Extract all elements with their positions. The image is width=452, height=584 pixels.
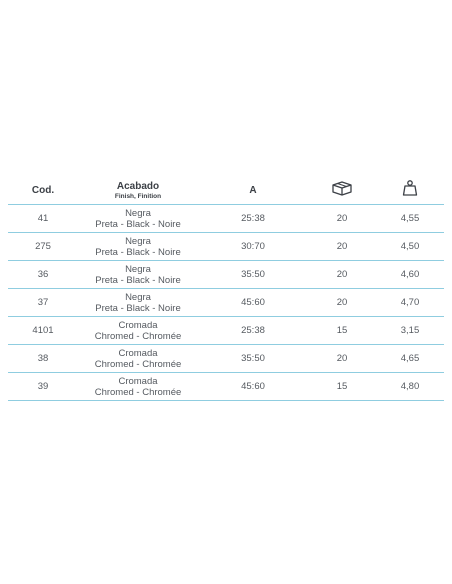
cell-finish-translations: Preta - Black - Noire	[95, 274, 181, 286]
cell-a: 25:38	[241, 325, 265, 336]
header-a: A	[249, 184, 257, 196]
header-cod: Cod.	[31, 184, 55, 196]
header-box	[308, 180, 376, 201]
cell-weight: 4,65	[400, 353, 420, 364]
cell-qty: 20	[336, 213, 348, 224]
cell-a: 35:50	[241, 269, 265, 280]
cell-finish-primary: Negra	[125, 235, 151, 247]
box-icon	[331, 180, 353, 201]
cell-finish	[78, 376, 198, 398]
header-finish-sub: Finish, Finition	[114, 192, 162, 200]
cell-qty: 20	[336, 269, 348, 280]
table-row	[8, 289, 444, 317]
cell-qty: 20	[336, 353, 348, 364]
cell-cod: 37	[37, 297, 49, 308]
cell-finish-primary: Cromada	[118, 375, 158, 387]
header-finish-label: Acabado	[116, 180, 160, 192]
cell-weight: 4,80	[400, 381, 420, 392]
cell-cod: 275	[35, 241, 51, 252]
cell-cod: 4101	[32, 325, 54, 336]
cell-qty: 15	[336, 381, 348, 392]
cell-finish	[78, 292, 198, 314]
cell-finish-primary: Negra	[125, 207, 151, 219]
cell-weight: 3,15	[400, 325, 420, 336]
cell-finish	[78, 236, 198, 258]
cell-finish-translations: Chromed - Chromée	[94, 386, 182, 398]
cell-a: 45:60	[241, 297, 265, 308]
table-row	[8, 373, 444, 401]
cell-cod: 41	[37, 213, 49, 224]
cell-qty: 20	[336, 297, 348, 308]
cell-a: 45:60	[241, 381, 265, 392]
cell-finish-primary: Cromada	[118, 319, 158, 331]
table-row	[8, 345, 444, 373]
cell-finish-translations: Preta - Black - Noire	[95, 218, 181, 230]
cell-cod: 36	[37, 269, 49, 280]
cell-a: 30:70	[241, 241, 265, 252]
header-weight	[376, 179, 444, 202]
weight-icon	[402, 179, 418, 202]
cell-finish-translations: Preta - Black - Noire	[95, 246, 181, 258]
cell-qty: 20	[336, 241, 348, 252]
cell-finish	[78, 264, 198, 286]
cell-weight: 4,50	[400, 241, 420, 252]
product-table	[8, 176, 444, 401]
table-row	[8, 317, 444, 345]
table-row	[8, 233, 444, 261]
cell-finish-primary: Negra	[125, 291, 151, 303]
table-row	[8, 261, 444, 289]
cell-finish-primary: Negra	[125, 263, 151, 275]
cell-finish-translations: Chromed - Chromée	[94, 330, 182, 342]
cell-finish-primary: Cromada	[118, 347, 158, 359]
cell-finish	[78, 208, 198, 230]
cell-a: 25:38	[241, 213, 265, 224]
table-header-row	[8, 176, 444, 205]
cell-weight: 4,60	[400, 269, 420, 280]
cell-finish	[78, 320, 198, 342]
header-finish	[78, 181, 198, 200]
cell-weight: 4,70	[400, 297, 420, 308]
table-body	[8, 205, 444, 401]
cell-weight: 4,55	[400, 213, 420, 224]
cell-cod: 38	[37, 353, 49, 364]
cell-qty: 15	[336, 325, 348, 336]
cell-finish-translations: Chromed - Chromée	[94, 358, 182, 370]
cell-finish	[78, 348, 198, 370]
table-row	[8, 205, 444, 233]
cell-a: 35:50	[241, 353, 265, 364]
cell-cod: 39	[37, 381, 49, 392]
cell-finish-translations: Preta - Black - Noire	[95, 302, 181, 314]
